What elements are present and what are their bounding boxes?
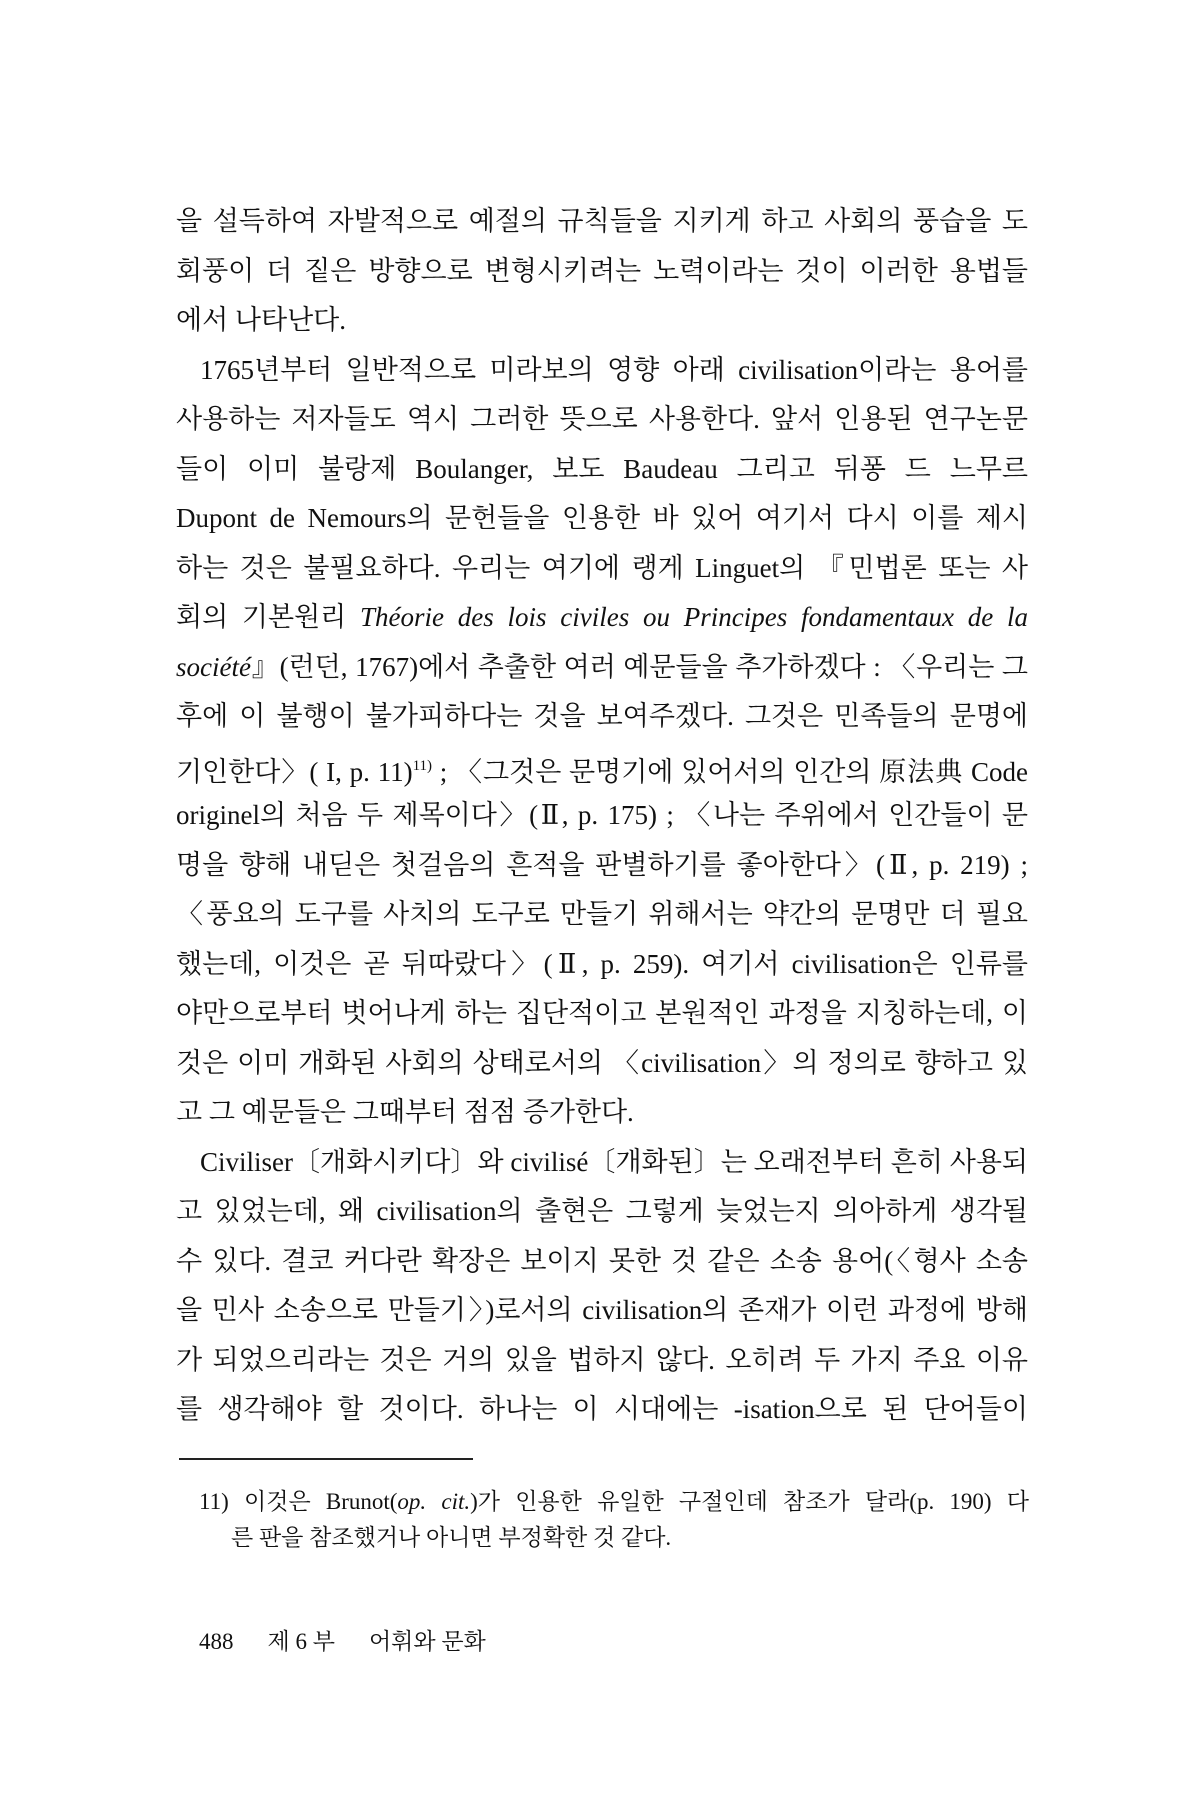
body-line xyxy=(176,989,1028,1039)
text-segment: 가 되었으리라는 것은 거의 있을 법하지 않다. 오히려 두 가지 주요 이유 xyxy=(176,1344,1028,1375)
page-number: 488 xyxy=(199,1629,234,1654)
italic-text: op. cit. xyxy=(397,1489,471,1514)
text-segment: 을 민사 소송으로 만들기〉)로서의 civilisation의 존재가 이런 과정에 방해 xyxy=(176,1295,1028,1325)
footnote-line xyxy=(199,1520,1029,1556)
text-segment: 른 판을 참조했거나 아니면 부정확한 것 같다. xyxy=(231,1525,672,1550)
body-line xyxy=(176,395,1028,445)
text-segment: )가 인용한 유일한 구절인데 참조가 달라(p. 190) 다 xyxy=(470,1489,1029,1514)
page-footer xyxy=(199,1626,520,1658)
text-segment: ; 〈그것은 문명기에 있어서의 인간의 原法典 Code xyxy=(432,756,1028,787)
italic-text: société xyxy=(176,651,251,682)
body-line xyxy=(176,1336,1028,1386)
text-segment: Civiliser〔개화시키다〕와 civilisé〔개화된〕는 오래전부터 흔히 사용되 xyxy=(200,1146,1028,1177)
body-line xyxy=(176,1286,1028,1336)
footnote-line xyxy=(199,1484,1029,1520)
text-segment: 회풍이 더 짙은 방향으로 변형시키려는 노력이라는 것이 이러한 용법들 xyxy=(176,255,1028,286)
text-segment: 11) 이것은 Brunot( xyxy=(199,1489,398,1514)
body-line xyxy=(176,296,1028,346)
text-segment: 것은 이미 개화된 사회의 상태로서의 〈civilisation〉의 정의로 향하고 있 xyxy=(176,1047,1028,1078)
text-segment: 에서 나타난다. xyxy=(176,305,346,335)
body-line xyxy=(176,1138,1028,1188)
body-line xyxy=(176,692,1028,742)
text-segment: 을 설득하여 자발적으로 예절의 규칙들을 지키게 하고 사회의 풍습을 도 xyxy=(176,206,1028,236)
italic-text: Théorie des lois civiles ou Principes fondamentaux de la xyxy=(360,602,1028,632)
body-line xyxy=(176,1237,1028,1287)
chapter-title: 어휘와 문화 xyxy=(368,1629,486,1654)
body-text xyxy=(176,197,1028,1435)
body-line xyxy=(176,791,1028,841)
text-segment: 수 있다. 결코 커다란 확장은 보이지 못한 것 같은 소송 용어(〈형사 소송 xyxy=(176,1245,1028,1276)
body-line xyxy=(176,445,1028,495)
text-segment: 기인한다〉( I, p. 11) xyxy=(176,756,413,787)
text-segment: 했는데, 이것은 곧 뒤따랐다〉(Ⅱ, p. 259). 여기서 civilisation은 인류를 xyxy=(176,948,1028,979)
body-line xyxy=(176,742,1028,792)
text-segment: 사용하는 저자들도 역시 그러한 뜻으로 사용한다. 앞서 인용된 연구논문 xyxy=(176,404,1028,434)
body-line xyxy=(176,346,1028,396)
text-segment: 야만으로부터 벗어나게 하는 집단적이고 본원적인 과정을 지칭하는데, 이 xyxy=(176,998,1028,1028)
text-segment: 1765년부터 일반적으로 미라보의 영향 아래 civilisation이라는 용어를 xyxy=(200,354,1028,385)
body-line xyxy=(176,1187,1028,1237)
body-line xyxy=(176,643,1028,693)
text-segment: 』(런던, 1767)에서 추출한 여러 예문들을 추가하겠다 : 〈우리는 그 xyxy=(250,651,1028,682)
body-line xyxy=(176,940,1028,990)
footnote-reference: 11) xyxy=(412,757,433,774)
text-segment: originel의 처음 두 제목이다〉(Ⅱ, p. 175) ; 〈나는 주위에서 인간들이 문 xyxy=(176,800,1028,830)
body-line xyxy=(176,841,1028,891)
body-line xyxy=(176,890,1028,940)
body-line xyxy=(176,1385,1028,1435)
text-segment: 〈풍요의 도구를 사치의 도구로 만들기 위해서는 약간의 문명만 더 필요 xyxy=(176,899,1028,929)
text-segment: 들이 이미 불랑제 Boulanger, 보도 Baudeau 그리고 뒤퐁 드 느무르 xyxy=(176,453,1028,484)
body-line xyxy=(176,1088,1028,1138)
text-segment: 고 그 예문들은 그때부터 점점 증가한다. xyxy=(176,1097,634,1127)
section-label: 제 6 부 xyxy=(267,1629,335,1654)
text-segment: 회의 기본원리 xyxy=(176,602,361,632)
text-segment: 를 생각해야 할 것이다. 하나는 이 시대에는 -isation으로 된 단어들이 xyxy=(176,1394,1028,1424)
body-line xyxy=(176,247,1028,297)
body-line xyxy=(176,494,1028,544)
text-segment: Dupont de Nemours의 문헌들을 인용한 바 있어 여기서 다시 이를 제시 xyxy=(176,503,1028,533)
text-segment: 후에 이 불행이 불가피하다는 것을 보여주겠다. 그것은 민족들의 문명에 xyxy=(176,701,1028,731)
body-line xyxy=(176,197,1028,247)
footnote xyxy=(199,1484,1029,1556)
text-segment: 하는 것은 불필요하다. 우리는 여기에 랭게 Linguet의 『민법론 또는 사 xyxy=(176,552,1028,583)
body-line xyxy=(176,544,1028,594)
body-line xyxy=(176,1039,1028,1089)
text-segment: 명을 향해 내딛은 첫걸음의 흔적을 판별하기를 좋아한다〉(Ⅱ, p. 219) ; xyxy=(176,849,1028,880)
body-line xyxy=(176,593,1028,643)
text-segment: 고 있었는데, 왜 civilisation의 출현은 그렇게 늦었는지 의아하게 생각될 xyxy=(176,1196,1028,1226)
footnote-divider xyxy=(179,1458,473,1460)
